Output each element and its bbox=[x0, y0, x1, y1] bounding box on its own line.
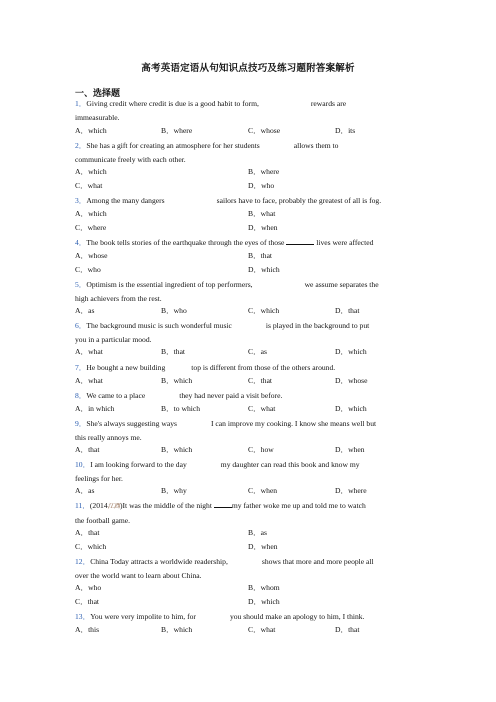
option-b[interactable]: B．where bbox=[161, 126, 193, 135]
option-d[interactable]: D．that bbox=[335, 625, 360, 634]
option-a[interactable]: A．who bbox=[75, 583, 102, 592]
option-a[interactable]: A．which bbox=[75, 167, 107, 176]
option-d[interactable]: D．when bbox=[248, 542, 278, 551]
option-d[interactable]: D．which bbox=[248, 597, 280, 606]
option-d[interactable]: D．that bbox=[335, 306, 360, 315]
question-13: 13．You were very impolite to him, for you should make an apology to him, I think. bbox=[75, 612, 365, 621]
question-4: 4．The book tells stories of the earthquake through the eyes of those lives were affected bbox=[75, 238, 374, 247]
option-c[interactable]: C．what bbox=[248, 404, 276, 413]
question-2: 2．She has a gift for creating an atmosphere for her students allows them to communicate freely with each other. bbox=[75, 141, 339, 164]
question-number: 1． bbox=[75, 99, 87, 108]
question-1: 1．Giving credit where credit is due is a good habit to form, rewards are immeasurable. bbox=[75, 99, 347, 122]
option-a[interactable]: A．what bbox=[75, 347, 103, 356]
section-heading: 一、选择题 bbox=[75, 88, 121, 98]
option-a[interactable]: A．this bbox=[75, 625, 100, 634]
source-tag: 江西 bbox=[107, 503, 120, 510]
option-a[interactable]: A．what bbox=[75, 376, 103, 385]
question-8: 8．We came to a place they had never paid a visit before. bbox=[75, 391, 283, 400]
option-c[interactable]: C．when bbox=[248, 486, 278, 495]
option-b[interactable]: B．that bbox=[248, 251, 273, 260]
question-3: 3．Among the many dangers sailors have to face, probably the greatest of all is fog. bbox=[75, 196, 382, 205]
option-c[interactable]: C．as bbox=[248, 347, 267, 356]
option-d[interactable]: D．when bbox=[248, 223, 278, 232]
option-d[interactable]: D．who bbox=[248, 181, 275, 190]
option-d[interactable]: D．which bbox=[248, 265, 280, 274]
option-b[interactable]: B．why bbox=[161, 486, 187, 495]
question-6: 6．The background music is such wonderful music is played in the background to put you in a particular mood. bbox=[75, 321, 370, 344]
option-c[interactable]: C．that bbox=[75, 597, 100, 606]
question-12: 12．China Today attracts a worldwide readership, shows that more and more people all over the world want to learn about China. bbox=[75, 557, 374, 580]
option-a[interactable]: A．which bbox=[75, 209, 107, 218]
option-a[interactable]: A．that bbox=[75, 445, 100, 454]
option-a[interactable]: A．in which bbox=[75, 404, 115, 413]
option-b[interactable]: B．to which bbox=[161, 404, 201, 413]
option-b[interactable]: B．that bbox=[161, 347, 186, 356]
option-a[interactable]: A．as bbox=[75, 486, 95, 495]
page-title: 高考英语定语从句知识点技巧及练习题附答案解析 bbox=[141, 64, 355, 74]
question-11: 11．(2014江西)It was the middle of the night my father woke me up and told me to watch the football game. bbox=[75, 501, 366, 525]
question-5: 5．Optimism is the essential ingredient of top performers, we assume separates the high achievers from the rest. bbox=[75, 280, 379, 303]
option-b[interactable]: B．what bbox=[248, 209, 276, 218]
option-b[interactable]: B．as bbox=[248, 528, 267, 537]
option-a[interactable]: A．whose bbox=[75, 251, 108, 260]
option-b[interactable]: B．which bbox=[161, 376, 193, 385]
option-b[interactable]: B．where bbox=[248, 167, 280, 176]
option-d[interactable]: D．which bbox=[335, 404, 367, 413]
option-d[interactable]: D．whose bbox=[335, 376, 368, 385]
option-a[interactable]: A．as bbox=[75, 306, 95, 315]
option-a[interactable]: A．that bbox=[75, 528, 100, 537]
option-b[interactable]: B．which bbox=[161, 445, 193, 454]
option-b[interactable]: B．which bbox=[161, 625, 193, 634]
option-a[interactable]: A．which bbox=[75, 126, 107, 135]
option-c[interactable]: C．which bbox=[75, 542, 107, 551]
option-c[interactable]: C．where bbox=[75, 223, 107, 232]
option-b[interactable]: B．who bbox=[161, 306, 187, 315]
question-7: 7．He bought a new building top is different from those of the others around. bbox=[75, 363, 336, 372]
question-10: 10．I am looking forward to the day my daughter can read this book and know my feelings for her. bbox=[75, 460, 360, 483]
option-c[interactable]: C．how bbox=[248, 445, 274, 454]
option-c[interactable]: C．that bbox=[248, 376, 273, 385]
option-c[interactable]: C．what bbox=[75, 181, 103, 190]
option-c[interactable]: C．who bbox=[75, 265, 101, 274]
option-c[interactable]: C．what bbox=[248, 625, 276, 634]
option-c[interactable]: C．whose bbox=[248, 126, 281, 135]
option-d[interactable]: D．which bbox=[335, 347, 367, 356]
option-d[interactable]: D．its bbox=[335, 126, 356, 135]
question-9: 9．She's always suggesting ways I can improve my cooking. I know she means well but this really annoys me. bbox=[75, 419, 377, 442]
option-d[interactable]: D．when bbox=[335, 445, 365, 454]
option-d[interactable]: D．where bbox=[335, 486, 367, 495]
option-c[interactable]: C．which bbox=[248, 306, 280, 315]
option-b[interactable]: B．whom bbox=[248, 583, 280, 592]
